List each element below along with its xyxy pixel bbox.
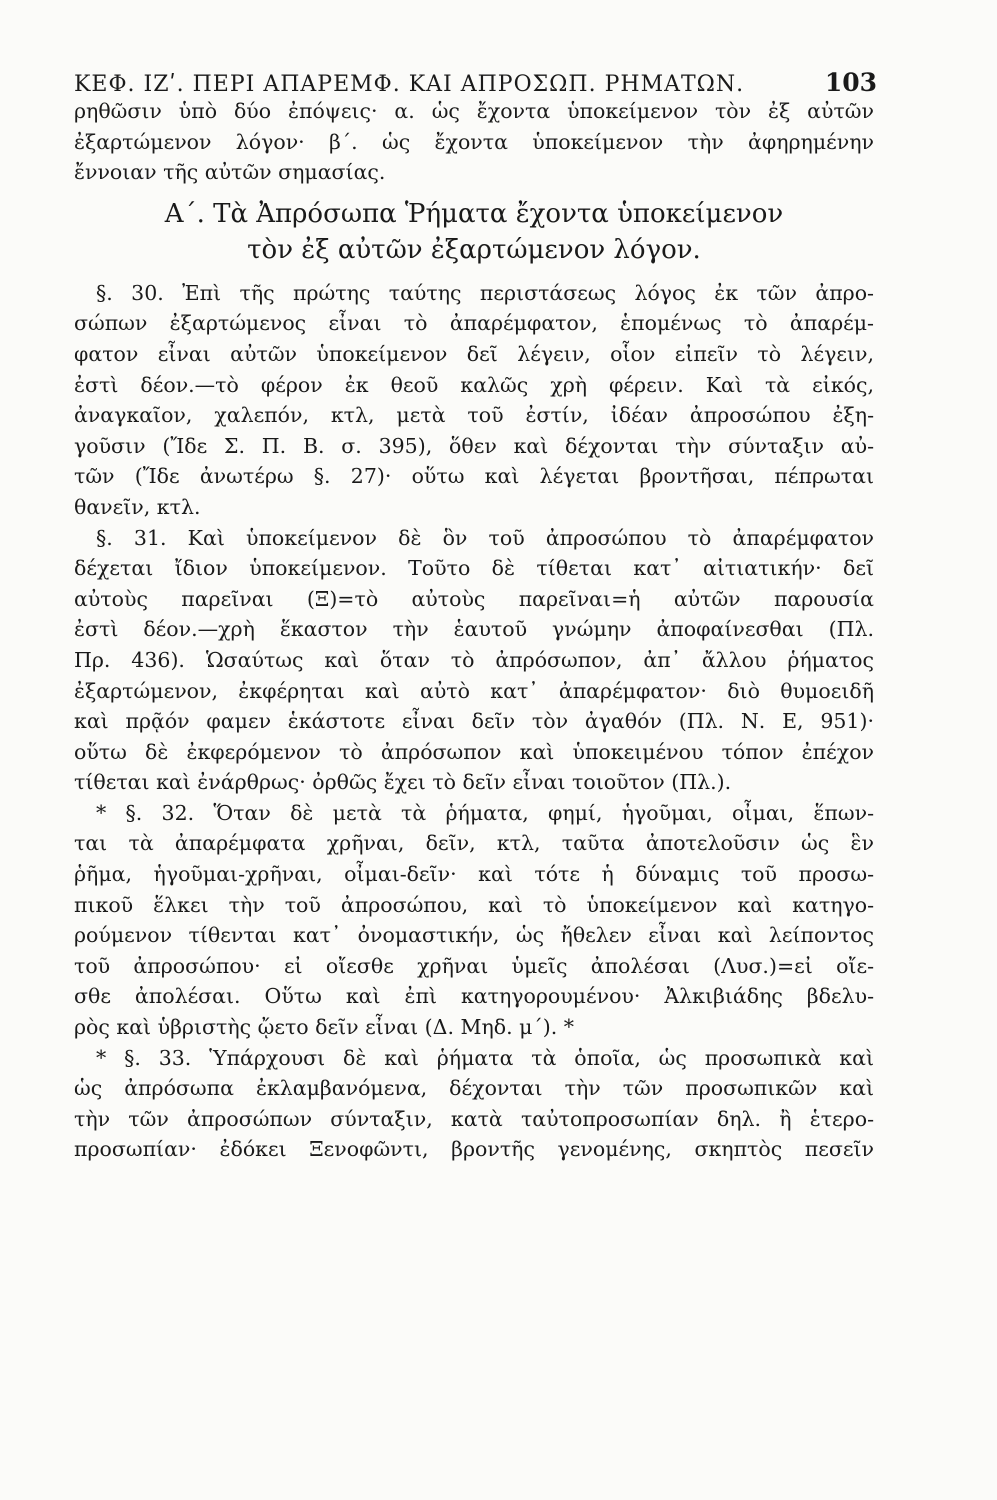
text-line: πικοῦ ἕλκει τὴν τοῦ ἀπροσώπου, καὶ τὸ ὑποκείμενον καὶ κατηγο- xyxy=(74,892,874,917)
text-line: ὡς ἀπρόσωπα ἐκλαμβανόμενα, δέχονται τὴν τῶν προσωπικῶν καὶ xyxy=(74,1076,874,1101)
text-line: γοῦσιν (Ἴδε Σ. Π. Β. σ. 395), ὅθεν καὶ δέχονται τὴν σύνταξιν αὐ- xyxy=(74,433,874,458)
text-line: σθε ἀπολέσαι. Οὕτω καὶ ἐπὶ κατηγορουμένου· Ἀλκιβιάδης βδελυ- xyxy=(74,984,874,1009)
text-line: τῶν (Ἴδε ἀνωτέρω §. 27)· οὕτω καὶ λέγεται βροντῆσαι, πέπρωται xyxy=(74,464,874,489)
text-line: δέχεται ἴδιον ὑποκείμενον. Τοῦτο δὲ τίθεται κατ᾽ αἰτιατικήν· δεῖ xyxy=(74,556,874,581)
text-line: Πρ. 436). Ὡσαύτως καὶ ὅταν τὸ ἀπρόσωπον, ἀπ᾽ ἄλλου ῥήματος xyxy=(74,647,874,672)
section-heading: Α΄. Τὰ Ἀπρόσωπα Ῥήματα ἔχοντα ὑποκείμενον xyxy=(164,198,784,229)
paragraph-31-start: §. 31. Καὶ ὑποκείμενον δὲ ὃν τοῦ ἀπροσώπου τὸ ἀπαρέμφατον xyxy=(96,525,874,550)
text-line: ται τὰ ἀπαρέμφατα χρῆναι, δεῖν, κτλ, ταῦτα ἀποτελοῦσιν ὡς ἓν xyxy=(74,831,874,856)
text-line: ἐξαρτώμενον λόγον· β΄. ὡς ἔχοντα ὑποκείμενον τὴν ἀφηρημένην xyxy=(74,129,874,154)
text-line: ἐξαρτώμενον, ἐκφέρηται καὶ αὐτὸ κατ᾽ ἀπαρέμφατον· διὸ θυμοειδῆ xyxy=(74,678,874,703)
chapter-title: ΚΕΦ. ΙΖʹ. ΠΕΡΙ ΑΠΑΡΕΜΦ. ΚΑΙ ΑΠΡΟΣΩΠ. ΡΗΜΑΤΩΝ. xyxy=(74,72,745,97)
text-line: αὐτοὺς παρεῖναι (Ξ)=τὸ αὐτοὺς παρεῖναι=ἡ αὐτῶν παρουσία xyxy=(74,586,874,611)
text-line: ρούμενον τίθενται κατ᾽ ὀνομαστικήν, ὡς ἤθελεν εἶναι καὶ λείποντος xyxy=(74,923,874,948)
text-line: ἐστὶ δέον.—χρὴ ἕκαστον τὴν ἑαυτοῦ γνώμην ἀποφαίνεσθαι (Πλ. xyxy=(74,617,874,642)
paragraph-32-start: * §. 32. Ὅταν δὲ μετὰ τὰ ῥήματα, φημί, ἡγοῦμαι, οἶμαι, ἕπων- xyxy=(96,800,874,825)
running-head xyxy=(74,68,877,97)
text-line: τὴν τῶν ἀπροσώπων σύνταξιν, κατὰ ταὐτοπροσωπίαν δηλ. ἢ ἑτερο- xyxy=(74,1106,874,1131)
text-line: ἐστὶ δέον.—τὸ φέρον ἐκ θεοῦ καλῶς χρὴ φέρειν. Καὶ τὰ εἰκός, xyxy=(74,372,874,397)
text-line: θανεῖν, κτλ. xyxy=(74,494,201,519)
section-heading: τὸν ἐξ αὐτῶν ἐξαρτώμενον λόγον. xyxy=(247,234,701,265)
text-line: ἀναγκαῖον, χαλεπόν, κτλ, μετὰ τοῦ ἐστίν, ἰδέαν ἀπροσώπου ἐξη- xyxy=(74,403,874,428)
text-line: προσωπίαν· ἐδόκει Ξενοφῶντι, βροντῆς γενομένης, σκηπτὸς πεσεῖν xyxy=(74,1137,874,1162)
text-line: ρὸς καὶ ὑβριστὴς ᾤετο δεῖν εἶναι (Δ. Μηδ. μ΄). * xyxy=(74,1015,574,1040)
text-line: τίθεται καὶ ἐνάρθρως· ὀρθῶς ἔχει τὸ δεῖν εἶναι τοιοῦτον (Πλ.). xyxy=(74,770,732,795)
paragraph-33-start: * §. 33. Ὑπάρχουσι δὲ καὶ ῥήματα τὰ ὁποῖα, ὡς προσωπικὰ καὶ xyxy=(96,1045,874,1070)
paragraph-30-start: §. 30. Ἐπὶ τῆς πρώτης ταύτης περιστάσεως λόγος ἐκ τῶν ἀπρο- xyxy=(96,280,874,305)
text-line: οὕτω δὲ ἐκφερόμενον τὸ ἀπρόσωπον καὶ ὑποκειμένου τόπον ἐπέχον xyxy=(74,739,874,764)
text-line: ῥῆμα, ἡγοῦμαι-χρῆναι, οἶμαι-δεῖν· καὶ τότε ἡ δύναμις τοῦ προσω- xyxy=(74,862,874,887)
text-line: ἔννοιαν τῆς αὐτῶν σημασίας. xyxy=(74,160,386,185)
body-text xyxy=(74,96,874,1165)
text-line: καὶ πρᾷόν φαμεν ἑκάστοτε εἶναι δεῖν τὸν ἀγαθόν (Πλ. Ν. Ε, 951)· xyxy=(74,709,874,734)
page-number: 103 xyxy=(824,68,877,97)
text-line: σώπων ἐξαρτώμενος εἶναι τὸ ἀπαρέμφατον, ἑπομένως τὸ ἀπαρέμ- xyxy=(74,311,874,336)
text-line: τοῦ ἀπροσώπου· εἰ οἴεσθε χρῆναι ὑμεῖς ἀπολέσαι (Λυσ.)=εἰ οἴε- xyxy=(74,953,874,978)
text-line: ρηθῶσιν ὑπὸ δύο ἐπόψεις· α. ὡς ἔχοντα ὑποκείμενον τὸν ἐξ αὐτῶν xyxy=(74,99,874,123)
text-line: φατον εἶναι αὐτῶν ὑποκείμενον δεῖ λέγειν, οἷον εἰπεῖν τὸ λέγειν, xyxy=(74,341,874,366)
